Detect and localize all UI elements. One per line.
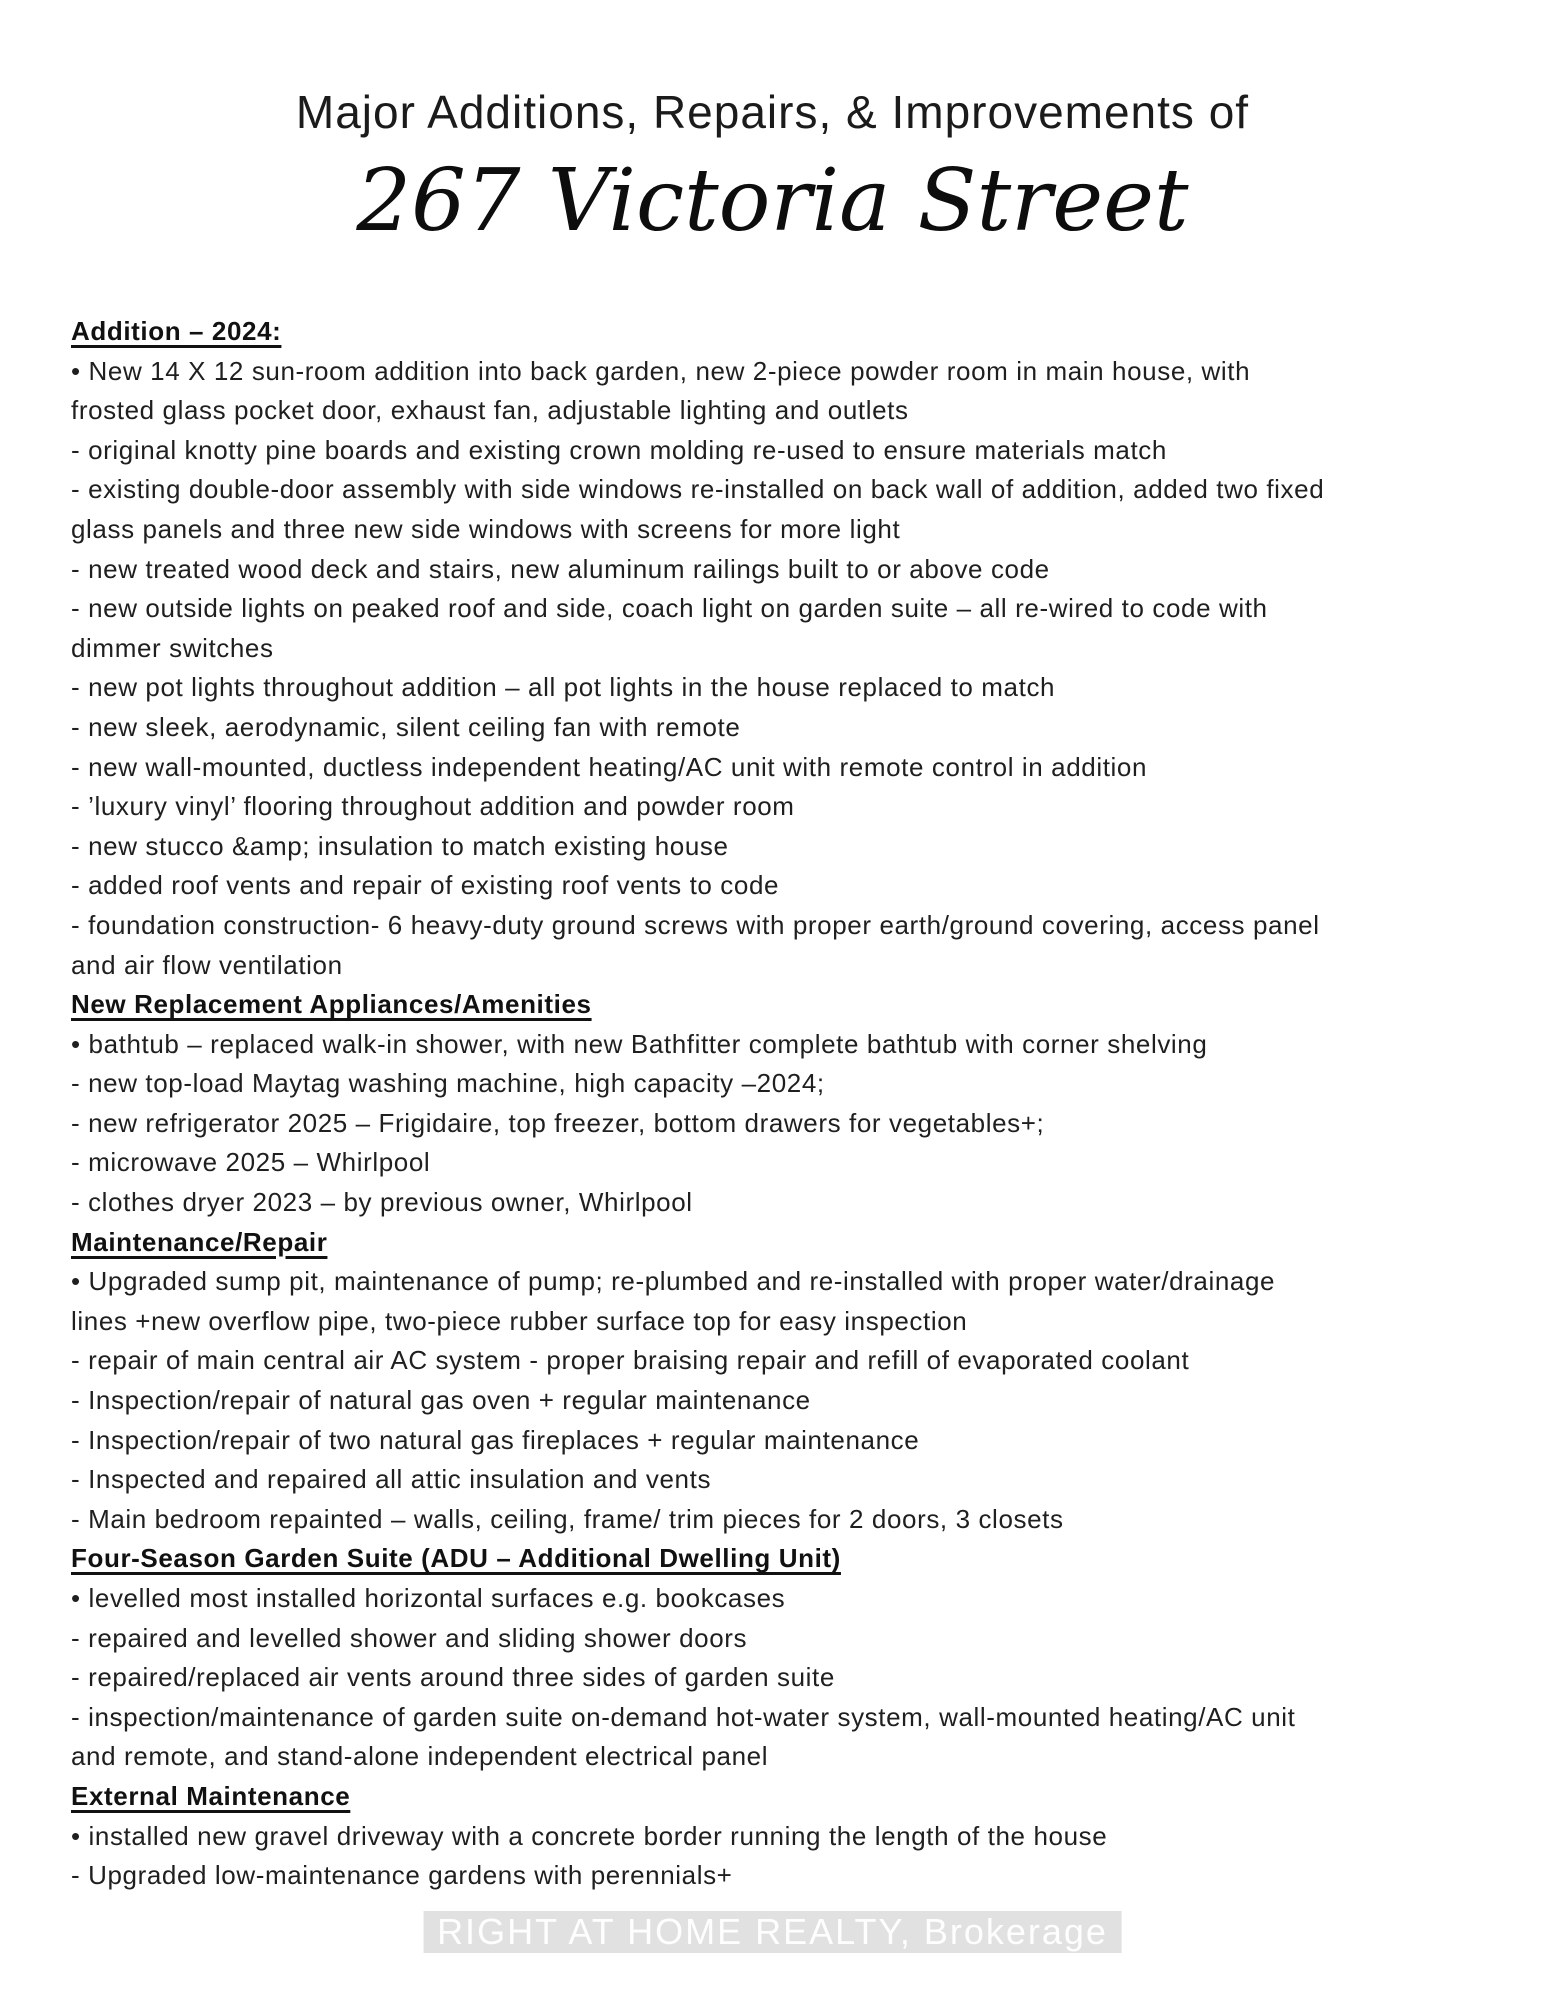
- document-line: - new refrigerator 2025 – Frigidaire, top freezer, bottom drawers for vegetables+;: [71, 1107, 1045, 1138]
- document-line: • levelled most installed horizontal surfaces e.g. bookcases: [71, 1583, 786, 1613]
- document-line: - ’luxury vinyl’ flooring throughout addition and powder room: [71, 791, 795, 822]
- document-line: - original knotty pine boards and existing crown molding re-used to ensure materials match: [71, 434, 1167, 465]
- document-line: - Main bedroom repainted – walls, ceiling, frame/ trim pieces for 2 doors, 3 closets: [71, 1503, 1064, 1534]
- document-line: - repair of main central air AC system - proper braising repair and refill of evaporated coolant: [71, 1345, 1190, 1376]
- section-heading: Four-Season Garden Suite (ADU – Additional Dwelling Unit): [71, 1543, 841, 1574]
- document-line: - repaired/replaced air vents around three sides of garden suite: [71, 1662, 835, 1693]
- document-line: • New 14 X 12 sun-room addition into back garden, new 2-piece powder room in main house, with: [71, 355, 1251, 386]
- document-line: - existing double-door assembly with side windows re-installed on back wall of addition, added two fixed: [71, 474, 1325, 505]
- document-line: - new top-load Maytag washing machine, high capacity –2024;: [71, 1068, 825, 1099]
- document-line: - new outside lights on peaked roof and side, coach light on garden suite – all re-wired to code with: [71, 593, 1268, 624]
- document-line: - Upgraded low-maintenance gardens with perennials+: [71, 1860, 733, 1891]
- section-heading: Maintenance/Repair: [71, 1226, 328, 1257]
- document-body: [71, 312, 1505, 1896]
- document-line: - new sleek, aerodynamic, silent ceiling fan with remote: [71, 711, 741, 742]
- document-line: - clothes dryer 2023 – by previous owner, Whirlpool: [71, 1187, 693, 1218]
- section-heading: Addition – 2024:: [71, 316, 282, 346]
- document-line: glass panels and three new side windows with screens for more light: [71, 513, 901, 544]
- section-heading: External Maintenance: [71, 1780, 351, 1811]
- document-line: - microwave 2025 – Whirlpool: [71, 1147, 431, 1178]
- document-line: - new wall-mounted, ductless independent heating/AC unit with remote control in addition: [71, 751, 1148, 782]
- document-line: • installed new gravel driveway with a concrete border running the length of the house: [71, 1820, 1108, 1851]
- document-line: - inspection/maintenance of garden suite on-demand hot-water system, wall-mounted heating/AC unit: [71, 1701, 1296, 1732]
- document-line: and air flow ventilation: [71, 949, 343, 980]
- section-heading: New Replacement Appliances/Amenities: [71, 989, 592, 1020]
- document-line: frosted glass pocket door, exhaust fan, adjustable lighting and outlets: [71, 395, 909, 426]
- document-line: - repaired and levelled shower and sliding shower doors: [71, 1622, 748, 1653]
- document-line: and remote, and stand-alone independent electrical panel: [71, 1741, 769, 1772]
- document-line: - Inspected and repaired all attic insulation and vents: [71, 1464, 712, 1495]
- brokerage-watermark: RIGHT AT HOME REALTY, Brokerage: [423, 1911, 1122, 1953]
- document-line: • bathtub – replaced walk-in shower, with new Bathfitter complete bathtub with corner shelving: [71, 1028, 1208, 1059]
- document-line: - new treated wood deck and stairs, new aluminum railings built to or above code: [71, 553, 1050, 584]
- page-title: Major Additions, Repairs, & Improvements of: [295, 86, 1250, 138]
- document-line: dimmer switches: [71, 632, 274, 663]
- property-name-title: 267 Victoria Street: [356, 151, 1189, 251]
- document-line: - new pot lights throughout addition – all pot lights in the house replaced to match: [71, 672, 1056, 703]
- document-line: - added roof vents and repair of existing roof vents to code: [71, 870, 780, 901]
- document-line: - foundation construction- 6 heavy-duty ground screws with proper earth/ground covering, access panel: [71, 909, 1320, 940]
- document-line: - Inspection/repair of natural gas oven + regular maintenance: [71, 1385, 811, 1416]
- document-line: lines +new overflow pipe, two-piece rubber surface top for easy inspection: [71, 1305, 968, 1336]
- document-line: • Upgraded sump pit, maintenance of pump; re-plumbed and re-installed with proper water/drainage: [71, 1266, 1276, 1297]
- document-line: - Inspection/repair of two natural gas fireplaces + regular maintenance: [71, 1424, 920, 1455]
- document-line: - new stucco &amp; insulation to match existing house: [71, 830, 729, 861]
